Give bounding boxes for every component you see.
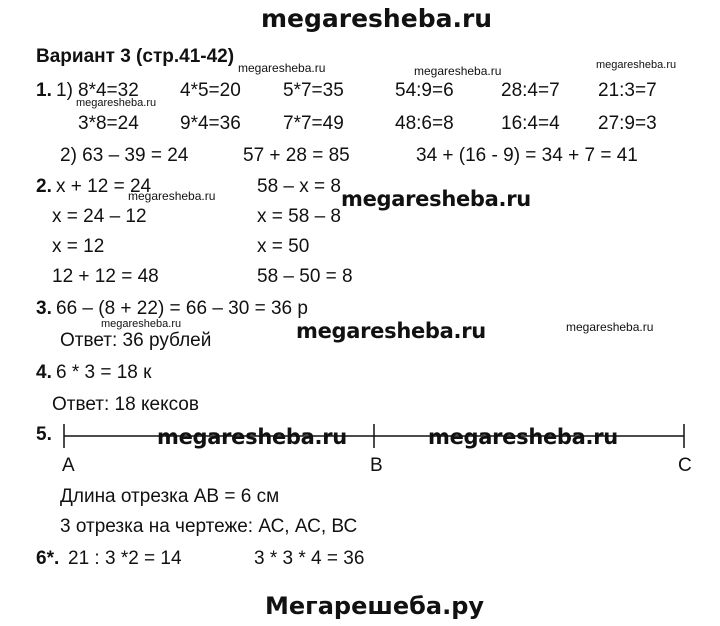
- watermark: megaresheba.ru: [157, 425, 347, 449]
- task-1-cell: 9*4=36: [180, 113, 241, 134]
- point-label-a: A: [62, 455, 75, 476]
- watermark: megaresheba.ru: [428, 425, 618, 449]
- task-1-part-2: 34 + (16 - 9) = 34 + 7 = 41: [416, 145, 638, 166]
- watermark: megaresheba.ru: [101, 318, 182, 330]
- task-3-line: 66 – (8 + 22) = 66 – 30 = 36 р: [56, 298, 308, 319]
- task-2-line: x = 50: [257, 236, 310, 257]
- task-3-answer: Ответ: 36 рублей: [60, 330, 212, 351]
- point-label-b: B: [370, 455, 383, 476]
- task-6-number: 6*.: [36, 548, 60, 569]
- task-2-line: x = 12: [52, 236, 105, 257]
- task-2-line: 58 – 50 = 8: [257, 266, 353, 287]
- task-2-line: x + 12 = 24: [56, 176, 152, 197]
- task-3-number: 3.: [36, 298, 52, 319]
- watermark: megaresheba.ru: [296, 319, 486, 343]
- variant-title: Вариант 3 (стр.41-42): [36, 46, 235, 67]
- watermark: megaresheba.ru: [566, 320, 654, 334]
- task-2-line: x = 24 – 12: [52, 206, 147, 227]
- task-4-line: 6 * 3 = 18 к: [56, 362, 152, 383]
- task-2-line: x = 58 – 8: [257, 206, 341, 227]
- task-5-number: 5.: [36, 424, 52, 445]
- task-1-part-1-label: 1): [56, 80, 73, 101]
- watermark: megaresheba.ru: [128, 189, 216, 203]
- task-5-line: 3 отрезка на чертеже: АС, АС, ВС: [60, 516, 358, 537]
- task-6-expression: 21 : 3 *2 = 14: [68, 548, 182, 569]
- task-1-cell: 4*5=20: [180, 80, 241, 101]
- task-1-cell: 3*8=24: [78, 113, 139, 134]
- watermark: megaresheba.ru: [341, 187, 531, 211]
- task-1-part-2: 2) 63 – 39 = 24: [60, 145, 189, 166]
- task-1-part-2: 57 + 28 = 85: [243, 145, 350, 166]
- task-6-expression: 3 * 3 * 4 = 36: [254, 548, 365, 569]
- task-1-cell: 5*7=35: [283, 80, 344, 101]
- task-1-cell: 8*4=32: [78, 80, 139, 101]
- task-2-line: 58 – x = 8: [257, 176, 341, 197]
- task-1-cell: 28:4=7: [501, 80, 560, 101]
- footer-site-name: Мегарешеба.ру: [265, 592, 485, 620]
- task-1-cell: 27:9=3: [598, 113, 657, 134]
- task-1-cell: 54:9=6: [395, 80, 454, 101]
- task-1-cell: 7*7=49: [283, 113, 344, 134]
- task-1-cell: 16:4=4: [501, 113, 560, 134]
- task-1-cell: 21:3=7: [598, 80, 657, 101]
- watermark: megaresheba.ru: [596, 59, 677, 71]
- task-2-line: 12 + 12 = 48: [52, 266, 159, 287]
- task-2-number: 2.: [36, 176, 52, 197]
- header-site-name: megaresheba.ru: [261, 4, 493, 33]
- task-4-answer: Ответ: 18 кексов: [52, 394, 199, 415]
- task-4-number: 4.: [36, 362, 52, 383]
- task-1-cell: 48:6=8: [395, 113, 454, 134]
- task-1-number: 1.: [36, 80, 52, 101]
- watermark: megaresheba.ru: [238, 61, 326, 75]
- watermark: megaresheba.ru: [76, 97, 157, 109]
- watermark: megaresheba.ru: [414, 64, 502, 78]
- point-label-c: C: [678, 455, 692, 476]
- task-5-line: Длина отрезка АВ = 6 см: [60, 486, 280, 507]
